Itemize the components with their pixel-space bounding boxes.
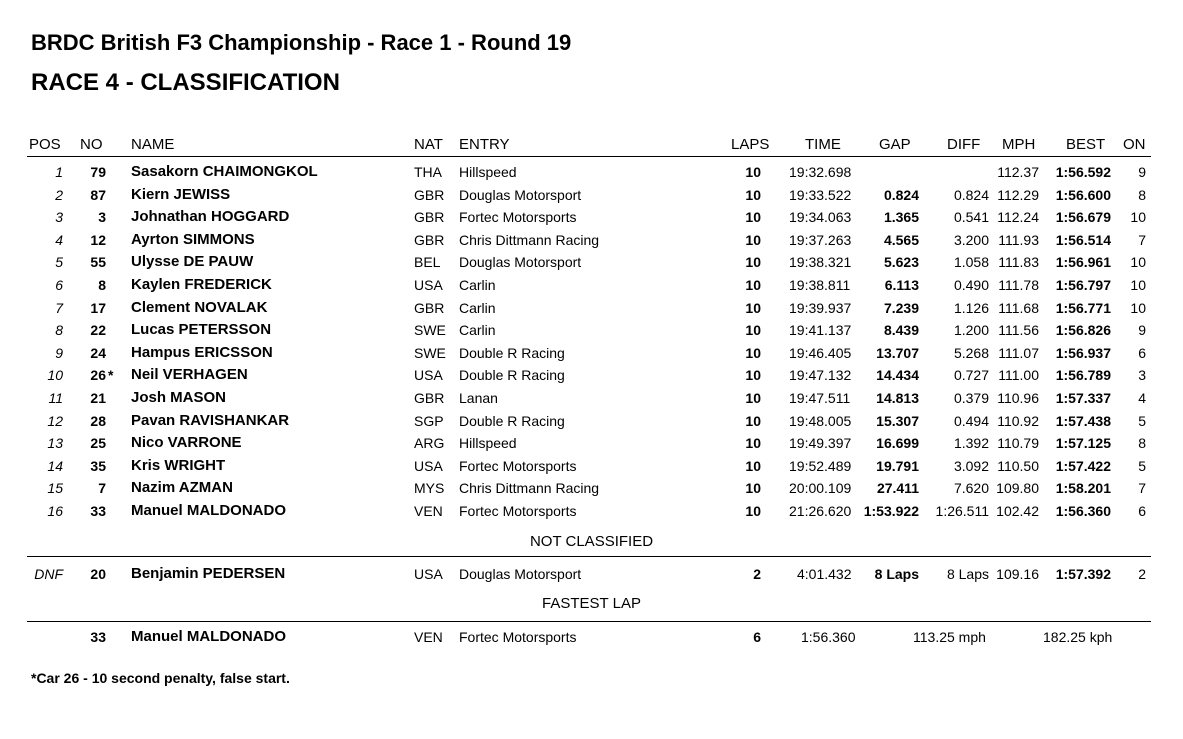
fastest-lap-divider [27,621,1151,622]
col-gap: GAP [879,136,911,153]
row-mph: 112.24 [997,209,1039,226]
row-no: 12 [90,231,106,248]
row-mph: 111.83 [998,254,1039,271]
table-row [0,500,1183,522]
row-name: Kris WRIGHT [131,456,226,474]
row-diff: 0.824 [953,186,989,203]
row-laps: 10 [745,277,761,293]
row-time: 20:00.109 [789,480,852,497]
fastest-lap-no: 33 [90,629,106,645]
row-entry: Fortec Motorsports [459,209,577,226]
row-diff: 0.541 [953,209,989,226]
row-entry: Double R Racing [459,344,565,361]
row-entry: Hillspeed [459,435,517,452]
row-entry: Double R Racing [459,367,565,384]
row-on: 6 [1138,503,1146,519]
row-best: 1:58.201 [1055,480,1111,497]
row-time: 19:32.698 [789,164,852,180]
row-on: 5 [1138,412,1146,429]
fastest-lap-lap: 6 [753,629,761,645]
row-mph: 112.29 [997,186,1039,203]
row-laps: 10 [745,186,761,203]
row-time: 19:34.063 [789,209,852,226]
row-best: 1:56.592 [1055,164,1111,180]
row-no: 25 [90,435,106,452]
row-time: 19:52.489 [789,457,852,474]
row-no: 33 [90,503,106,519]
row-nat: THA [414,164,442,180]
row-time: 19:47.511 [789,390,851,406]
row-mph: 109.80 [996,480,1039,497]
row-laps: 10 [745,435,761,452]
col-laps: LAPS [731,136,770,153]
row-name: Hampus ERICSSON [131,343,273,361]
penalty-footnote: *Car 26 - 10 second penalty, false start. [31,670,290,686]
row-no: 21 [90,390,106,406]
row-mph: 111.68 [998,299,1039,316]
row-name: Ayrton SIMMONS [131,230,255,248]
table-row [0,319,1183,341]
row-mph: 112.37 [997,164,1039,180]
col-on: ON [1123,136,1146,153]
row-time: 19:38.321 [789,254,852,271]
table-row [0,432,1183,454]
row-name: Sasakorn CHAIMONGKOL [131,163,318,180]
row-name: Nazim AZMAN [131,479,233,497]
row-pos: 16 [47,503,63,519]
row-time: 19:38.811 [789,277,851,293]
row-gap: 1.365 [883,209,919,226]
row-entry: Lanan [459,390,498,406]
row-on: 9 [1138,322,1146,339]
row-diff: 0.379 [953,390,989,406]
col-name: NAME [131,136,175,153]
row-best: 1:57.337 [1055,390,1111,406]
row-on: 4 [1138,390,1146,406]
row-on: 8 [1138,186,1146,203]
table-row [0,274,1183,296]
row-diff: 1.058 [953,254,989,271]
row-gap: 27.411 [876,480,919,497]
row-nat: SWE [414,322,446,339]
row-entry: Chris Dittmann Racing [459,231,600,248]
row-time: 19:48.005 [789,412,852,429]
row-entry: Hillspeed [459,164,517,180]
row-laps: 2 [753,566,761,582]
row-entry: Carlin [459,299,496,316]
row-best: 1:56.789 [1055,367,1111,384]
row-mph: 110.79 [997,435,1039,452]
fastest-lap-nat: VEN [414,629,443,645]
row-laps: 10 [745,344,761,361]
championship-title: BRDC British F3 Championship - Race 1 - Round 19 [31,30,572,55]
row-mph: 111.93 [998,231,1039,248]
row-pos: 5 [55,254,63,271]
col-pos: POS [29,136,61,153]
row-time: 19:41.137 [789,322,852,339]
row-pos: 8 [55,322,63,339]
row-name: Pavan RAVISHANKAR [131,411,290,429]
row-on: 5 [1138,457,1146,474]
row-diff: 3.200 [953,231,989,248]
row-laps: 10 [745,299,761,316]
row-pos: 3 [55,209,63,226]
row-time: 19:37.263 [789,231,852,248]
row-nat: SGP [414,412,444,429]
not-classified-heading: NOT CLASSIFIED [529,533,654,550]
row-time: 19:39.937 [789,299,852,316]
row-no: 55 [90,254,106,271]
row-time: 19:46.405 [789,344,852,361]
table-row [0,387,1183,409]
row-laps: 10 [745,457,761,474]
row-time: 19:49.397 [789,435,852,452]
col-nat: NAT [414,136,443,153]
row-gap: 6.113 [884,277,919,293]
row-nat: GBR [414,390,445,406]
row-gap: 16.699 [876,435,919,452]
row-best: 1:56.937 [1055,344,1111,361]
row-time: 19:33.522 [789,186,852,203]
row-best: 1:56.679 [1055,209,1111,226]
row-no: 24 [90,344,106,361]
row-no: 8 [98,277,106,293]
row-best: 1:57.438 [1055,412,1111,429]
row-gap: 7.239 [883,299,919,316]
row-no: 22 [90,322,106,339]
row-nat: BEL [414,254,441,271]
row-nat: USA [414,457,443,474]
row-on: 8 [1138,435,1146,452]
row-mph: 111.78 [998,277,1039,293]
row-best: 1:56.600 [1055,186,1111,203]
row-no: 35 [90,457,106,474]
row-entry: Double R Racing [459,412,565,429]
fastest-lap-row [0,626,1183,648]
row-entry: Fortec Motorsports [459,503,577,519]
row-gap: 8.439 [883,322,919,339]
row-diff: 0.727 [953,367,989,384]
row-diff: 5.268 [953,344,989,361]
row-nat: GBR [414,231,445,248]
row-best: 1:57.392 [1055,566,1111,582]
row-gap: 19.791 [876,457,919,474]
fastest-lap-entry: Fortec Motorsports [459,629,577,645]
row-entry: Carlin [459,277,496,293]
col-entry: ENTRY [459,136,510,153]
row-pos: 12 [47,412,63,429]
row-nat: USA [414,277,443,293]
table-row [0,455,1183,477]
row-nat: SWE [414,344,446,361]
row-best: 1:56.961 [1055,254,1111,271]
row-best: 1:56.797 [1055,277,1111,293]
row-pos: 6 [55,277,63,293]
row-entry: Douglas Motorsport [459,566,582,582]
col-diff: DIFF [947,136,981,153]
row-mph: 110.96 [997,390,1039,406]
row-name: Nico VARRONE [131,434,242,452]
row-on: 7 [1138,480,1146,497]
row-mph: 102.42 [996,503,1039,519]
header-divider [27,156,1151,157]
row-on: 3 [1138,367,1146,384]
row-pos: 4 [55,231,63,248]
row-no: 79 [90,164,106,180]
row-nat: USA [414,566,443,582]
row-pos: 9 [55,344,63,361]
fastest-lap-heading: FASTEST LAP [542,595,641,612]
row-laps: 10 [745,254,761,271]
row-pos: 15 [47,480,63,497]
row-best: 1:56.360 [1055,503,1111,519]
row-mph: 111.07 [998,344,1039,361]
row-pos: 2 [55,186,63,203]
row-on: 9 [1138,164,1146,180]
fastest-lap-time: 1:56.360 [801,629,856,645]
row-diff: 0.490 [953,277,989,293]
table-row [0,161,1183,183]
row-on: 2 [1138,566,1146,582]
row-name: Benjamin PEDERSEN [131,565,286,582]
row-best: 1:57.125 [1055,435,1111,452]
table-header [0,134,1183,156]
col-best: BEST [1066,136,1106,153]
row-diff: 1.126 [953,299,989,316]
row-gap: 8 Laps [874,566,919,582]
row-laps: 10 [745,412,761,429]
row-best: 1:56.514 [1055,231,1111,248]
col-time: TIME [805,136,841,153]
row-laps: 10 [745,164,761,180]
row-nat: USA [414,367,443,384]
row-diff: 1:26.511 [935,503,989,519]
row-diff: 0.494 [953,412,989,429]
table-row [0,364,1183,386]
row-name: Lucas PETERSSON [131,321,272,339]
col-no: NO [80,136,103,153]
row-laps: 10 [745,390,761,406]
row-pos: 7 [55,299,63,316]
row-entry: Douglas Motorsport [459,186,582,203]
table-row [0,184,1183,206]
table-row [0,206,1183,228]
row-name: Josh MASON [131,389,227,406]
row-pos: 14 [47,457,63,474]
row-entry: Douglas Motorsport [459,254,582,271]
row-gap: 13.707 [876,344,919,361]
table-row [0,251,1183,273]
row-pos: 1 [55,164,63,180]
row-entry: Carlin [459,322,496,339]
row-nat: GBR [414,299,445,316]
row-gap: 5.623 [883,254,919,271]
row-laps: 10 [745,231,761,248]
row-no: 20 [90,566,106,582]
row-nat: ARG [414,435,445,452]
row-nat: MYS [414,480,445,497]
row-gap: 14.813 [876,390,919,406]
row-laps: 10 [745,503,761,519]
row-on: 6 [1138,344,1146,361]
row-no: 87 [90,186,106,203]
row-name: Kiern JEWISS [131,185,231,203]
fastest-lap-kph: 182.25 kph [1043,629,1113,645]
not-classified-divider [27,556,1151,557]
classification-title: RACE 4 - CLASSIFICATION [31,69,340,96]
table-row [0,229,1183,251]
fastest-lap-mph: 113.25 mph [913,629,986,645]
row-no: 26 [90,367,106,384]
row-laps: 10 [745,367,761,384]
row-no: 28 [90,412,106,429]
row-on: 10 [1130,254,1146,271]
row-pos: 13 [47,435,63,452]
row-name: Manuel MALDONADO [131,502,286,519]
row-diff: 1.200 [953,322,989,339]
row-mph: 111.00 [998,367,1039,384]
fastest-lap-name: Manuel MALDONADO [131,628,286,645]
row-pos: DNF [34,566,63,582]
row-on: 10 [1130,277,1146,293]
row-time: 21:26.620 [789,503,852,519]
row-penalty-mark: * [108,367,114,384]
row-entry: Chris Dittmann Racing [459,480,600,497]
col-mph: MPH [1002,136,1036,153]
row-diff: 1.392 [953,435,989,452]
row-laps: 10 [745,480,761,497]
row-entry: Fortec Motorsports [459,457,577,474]
row-gap: 1:53.922 [863,503,919,519]
row-name: Ulysse DE PAUW [131,253,254,271]
row-mph: 110.50 [997,457,1039,474]
table-row-dnf [0,563,1183,585]
row-time: 4:01.432 [797,566,852,582]
row-nat: GBR [414,186,445,203]
table-row [0,410,1183,432]
row-mph: 111.56 [998,322,1039,339]
row-name: Neil VERHAGEN [131,366,248,384]
row-diff: 8 Laps [946,566,989,582]
row-best: 1:56.771 [1055,299,1111,316]
row-no: 7 [98,480,106,497]
row-gap: 14.434 [876,367,919,384]
row-name: Clement NOVALAK [131,298,268,316]
row-nat: GBR [414,209,445,226]
row-on: 7 [1138,231,1146,248]
row-pos: 10 [47,367,63,384]
row-nat: VEN [414,503,443,519]
row-diff: 3.092 [953,457,989,474]
row-pos: 11 [48,390,63,406]
row-gap: 4.565 [883,231,919,248]
table-row [0,342,1183,364]
row-no: 17 [90,299,106,316]
table-row [0,477,1183,499]
row-diff: 7.620 [953,480,989,497]
row-no: 3 [98,209,106,226]
row-on: 10 [1130,299,1146,316]
row-best: 1:57.422 [1055,457,1111,474]
row-name: Johnathan HOGGARD [131,208,290,226]
row-time: 19:47.132 [789,367,852,384]
row-laps: 10 [745,209,761,226]
row-on: 10 [1130,209,1146,226]
row-laps: 10 [745,322,761,339]
row-mph: 110.92 [997,412,1039,429]
row-gap: 0.824 [883,186,919,203]
row-gap: 15.307 [876,412,919,429]
row-best: 1:56.826 [1055,322,1111,339]
row-mph: 109.16 [996,566,1039,582]
row-name: Kaylen FREDERICK [131,276,272,293]
table-row [0,297,1183,319]
